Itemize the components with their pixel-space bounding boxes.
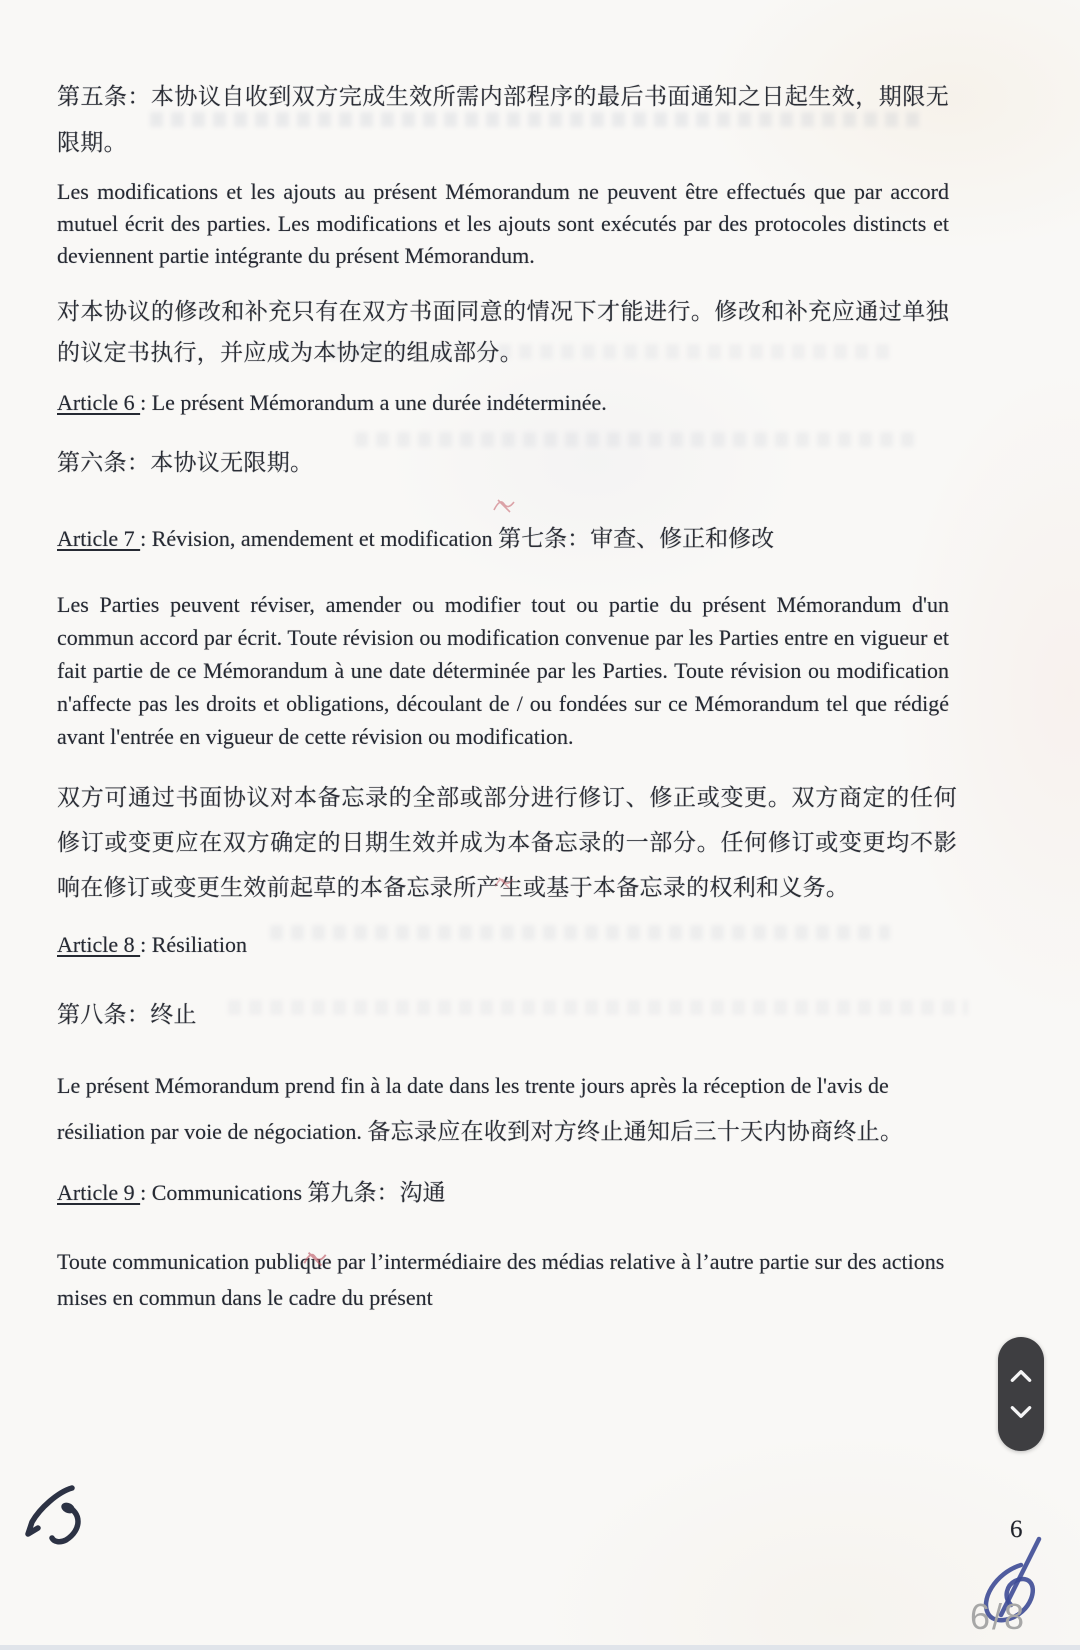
paragraph-article5-zh: 第五条：本协议自收到双方完成生效所需内部程序的最后书面通知之日起生效，期限无限期。	[57, 83, 949, 155]
page-number: 6	[1010, 1516, 1023, 1543]
scroll-up-button[interactable]	[1006, 1363, 1036, 1389]
chevron-down-icon	[1008, 1402, 1034, 1422]
red-annotation-mark	[300, 1246, 330, 1270]
page-bottom-edge	[0, 1645, 1080, 1650]
article-9-label: Article 9	[57, 1180, 141, 1205]
bleed-through-text	[355, 432, 915, 447]
article-9-title-fr: : Communications	[140, 1180, 308, 1205]
paragraph-article7-fr: Les Parties peuvent réviser, amender ou modifier tout ou partie du présent Mémorandum d'un commun accord par écrit. Toute révision ou modification convenue par les Parties entre en vigueur et fait partie de ce Mémorandum à une date déterminée par les Parties. Toute révision ou modification n'affecte pas les droits et obligations, découlant de / ou fondées sur ce Mémorandum tel que rédigé avant l'entrée en vigueur de cette révision ou modification.	[57, 592, 949, 749]
red-annotation-mark	[490, 494, 518, 516]
paragraph-article8-zh: 第八条：终止	[57, 1001, 197, 1027]
chevron-up-icon	[1008, 1366, 1034, 1386]
ink-scribble	[22, 1480, 98, 1554]
article-6-title: : Le présent Mémorandum a une durée indéterminée.	[140, 390, 607, 415]
article-7-label: Article 7	[57, 526, 141, 551]
heading-article-9	[57, 1174, 949, 1207]
heading-article-6	[57, 390, 949, 416]
paragraph-amendments-zh: 对本协议的修改和补充只有在双方书面同意的情况下才能进行。修改和补充应通过单独的议定书执行，并应成为本协定的组成部分。	[57, 298, 949, 365]
article8-body-fr: Le présent Mémorandum prend fin à la date dans les trente jours après la réception de l'avis de résiliation par voie de négociation.	[57, 1073, 889, 1144]
scroll-down-button[interactable]	[1006, 1399, 1036, 1425]
paragraph-amendments-fr: Les modifications et les ajouts au présent Mémorandum ne peuvent être effectués que par accord mutuel écrit des parties. Les modifications et les ajouts sont exécutés par des protocoles distincts et deviennent partie intégrante du présent Mémorandum.	[57, 179, 949, 268]
heading-article-7	[57, 520, 949, 553]
scroll-control[interactable]	[998, 1337, 1044, 1451]
red-annotation-mark	[492, 872, 516, 892]
paragraph-article6-zh: 第六条：本协议无限期。	[57, 449, 314, 475]
article8-body-zh: 备忘录应在收到对方终止通知后三十天内协商终止。	[367, 1118, 904, 1144]
heading-article-8	[57, 932, 949, 958]
article-7-title-zh: 第七条：审查、修正和修改	[498, 525, 775, 551]
paragraph-article9-fr: Toute communication publique par l’intermédiaire des médias relative à l’autre partie sur des actions mises en commun dans le cadre du présent	[57, 1249, 945, 1310]
article-8-label: Article 8	[57, 932, 141, 957]
article-7-title-fr: : Révision, amendement et modification	[140, 526, 499, 551]
paragraph-article8-body	[57, 1064, 957, 1156]
article-8-title: : Résiliation	[140, 932, 248, 957]
paragraph-article7-zh: 双方可通过书面协议对本备忘录的全部或部分进行修订、修正或变更。双方商定的任何修订或变更应在双方确定的日期生效并成为本备忘录的一部分。任何修订或变更均不影响在修订或变更生效前起草的本备忘录所产生或基于本备忘录的权利和义务。	[57, 784, 957, 900]
article-9-title-zh: 第九条：沟通	[307, 1179, 446, 1205]
pagination-indicator: 6/8	[970, 1596, 1027, 1637]
article-6-label: Article 6	[57, 390, 141, 415]
